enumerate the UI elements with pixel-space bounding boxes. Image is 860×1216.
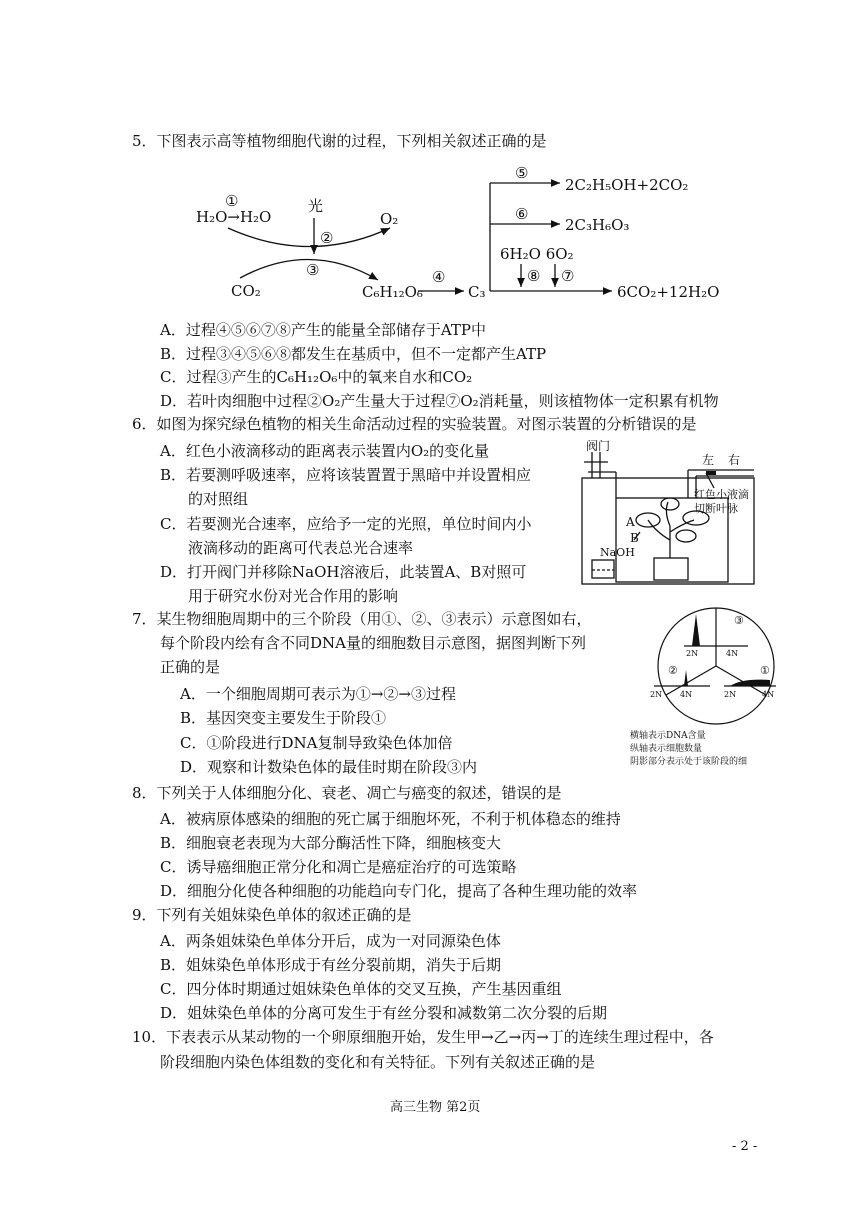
q5-option-d: D．若叶肉细胞中过程②O₂产生量大于过程⑦O₂消耗量，则该植物体一定积累有机物 (160, 392, 719, 410)
fig7-caption-1: 横轴表示DNA含量 (630, 731, 706, 741)
q5-option-b: B．过程③④⑤⑥⑧都发生在基质中，但不一定都产生ATP (160, 345, 547, 363)
fig7-b-2n: 2N (650, 690, 663, 699)
page-footer-title: 高三生物 第2页 (390, 1100, 481, 1115)
q9-option-a: A．两条姐妹染色单体分开后，成为一对同源染色体 (160, 932, 501, 950)
page-number: - 2 - (732, 1139, 758, 1154)
q5-option-c: C．过程③产生的C₆H₁₂O₆中的氧来自水和CO₂ (160, 368, 473, 386)
fig6-b: B (630, 531, 639, 545)
fig6-right: 右 (728, 453, 741, 467)
label-n8: ⑧ (527, 267, 541, 285)
q9-option-c: C．四分体时期通过姐妹染色单体的交叉互换，产生基因重组 (160, 980, 562, 998)
label-p6: 2C₃H₆O₃ (565, 216, 630, 234)
q5-option-a: A．过程④⑤⑥⑦⑧产生的能量全部储存于ATP中 (160, 321, 486, 339)
label-light: 光 (308, 197, 324, 215)
q6-option-c-cont: 液滴移动的距离可代表总光合速率 (188, 539, 414, 557)
fig7-c-2n: 2N (724, 690, 737, 699)
q7-stem-3: 正确的是 (160, 658, 221, 676)
q6-apparatus-figure (578, 440, 760, 590)
fig6-a: A (626, 515, 635, 529)
q6-option-b-cont: 的对照组 (188, 490, 249, 508)
fig6-left: 左 (702, 453, 715, 467)
fig6-drop1: 红色小液滴 (694, 488, 749, 501)
fig7-s2: ② (668, 664, 678, 677)
q8-option-c: C．诱导癌细胞正常分化和凋亡是癌症治疗的可选策略 (160, 858, 517, 876)
fig7-caption-2: 纵轴表示细胞数量 (630, 744, 703, 754)
fig7-b-4n: 4N (680, 690, 693, 699)
q7-stem-1: 7．某生物细胞周期中的三个阶段（用①、②、③表示）示意图如右， (132, 610, 592, 628)
q6-option-d: D．打开阀门并移除NaOH溶液后，此装置A、B对照可 (160, 563, 527, 581)
q7-option-b: B．基因突变主要发生于阶段① (180, 709, 387, 727)
label-p78: 6CO₂+12H₂O (617, 283, 720, 301)
label-inputs: 6H₂O 6O₂ (500, 245, 574, 263)
label-n7: ⑦ (561, 267, 575, 285)
fig6-naoh: NaOH (600, 546, 635, 559)
label-n4: ④ (432, 268, 446, 286)
q10-stem-1: 10．下表表示从某动物的一个卵原细胞开始，发生甲→乙→丙→丁的连续生理过程中，各 (132, 1028, 714, 1046)
q8-option-d: D．细胞分化使各种细胞的功能趋向专门化，提高了各种生理功能的效率 (160, 882, 638, 900)
label-n1: ① (225, 192, 239, 210)
label-glucose: C₆H₁₂O₆ (362, 283, 423, 301)
q6-stem: 6．如图为探究绿色植物的相关生命活动过程的实验装置。对图示装置的分析错误的是 (132, 415, 697, 433)
q9-option-b: B．姐妹染色单体形成于有丝分裂前期，消失于后期 (160, 956, 502, 974)
fig7-c-4n: 4N (762, 690, 775, 699)
q5-stem: 5．下图表示高等植物细胞代谢的过程，下列相关叙述正确的是 (132, 132, 547, 150)
label-co2: CO₂ (231, 282, 261, 300)
q5-metabolism-diagram (0, 0, 860, 320)
q7-option-c: C．①阶段进行DNA复制导致染色体加倍 (180, 734, 453, 752)
q9-option-d: D．姐妹染色单体的分离可发生于有丝分裂和减数第二次分裂的后期 (160, 1004, 608, 1022)
q7-option-a: A．一个细胞周期可表示为①→②→③过程 (180, 685, 456, 703)
label-c3: C₃ (468, 283, 486, 301)
fig7-a-2n: 2N (686, 649, 699, 658)
q8-option-a: A．被病原体感染的细胞的死亡属于细胞坏死，不利于机体稳态的维持 (160, 810, 621, 828)
q8-option-b: B．细胞衰老表现为大部分酶活性下降，细胞核变大 (160, 834, 502, 852)
label-o2: O₂ (380, 210, 399, 228)
q6-option-b: B．若要测呼吸速率，应将该装置置于黑暗中并设置相应 (160, 466, 532, 484)
fig7-s3: ③ (734, 614, 744, 627)
fig7-a-4n: 4N (726, 649, 739, 658)
label-p5: 2C₂H₅OH+2CO₂ (565, 176, 689, 194)
q6-option-d-cont: 用于研究水份对光合作用的影响 (188, 587, 399, 605)
fig6-valve: 阀门 (586, 440, 611, 453)
q9-stem: 9．下列有关姐妹染色单体的叙述正确的是 (132, 906, 412, 924)
label-n5: ⑤ (515, 164, 529, 182)
label-n3: ③ (306, 261, 320, 279)
fig7-s1: ① (760, 664, 770, 677)
fig7-caption-3: 阴影部分表示处于该阶段的细 (630, 757, 748, 767)
q7-option-d: D．观察和计数染色体的最佳时期在阶段③内 (180, 758, 478, 776)
label-n2: ② (320, 229, 334, 247)
q6-option-a: A．红色小液滴移动的距离表示装置内O₂的变化量 (160, 442, 490, 460)
q7-cell-cycle-figure (630, 604, 812, 774)
q8-stem: 8．下列关于人体细胞分化、衰老、凋亡与癌变的叙述，错误的是 (132, 784, 562, 802)
label-water: H₂O→H₂O (196, 208, 272, 226)
fig6-drop2: 切断叶脉 (694, 502, 738, 515)
q10-stem-2: 阶段细胞内染色体组数的变化和有关特征。下列有关叙述正确的是 (160, 1053, 596, 1071)
label-n6: ⑥ (515, 205, 529, 223)
q6-option-c: C．若要测光合速率，应给予一定的光照，单位时间内小 (160, 515, 532, 533)
q7-stem-2: 每个阶段内绘有含不同DNA量的细胞数目示意图，据图判断下列 (160, 634, 586, 652)
